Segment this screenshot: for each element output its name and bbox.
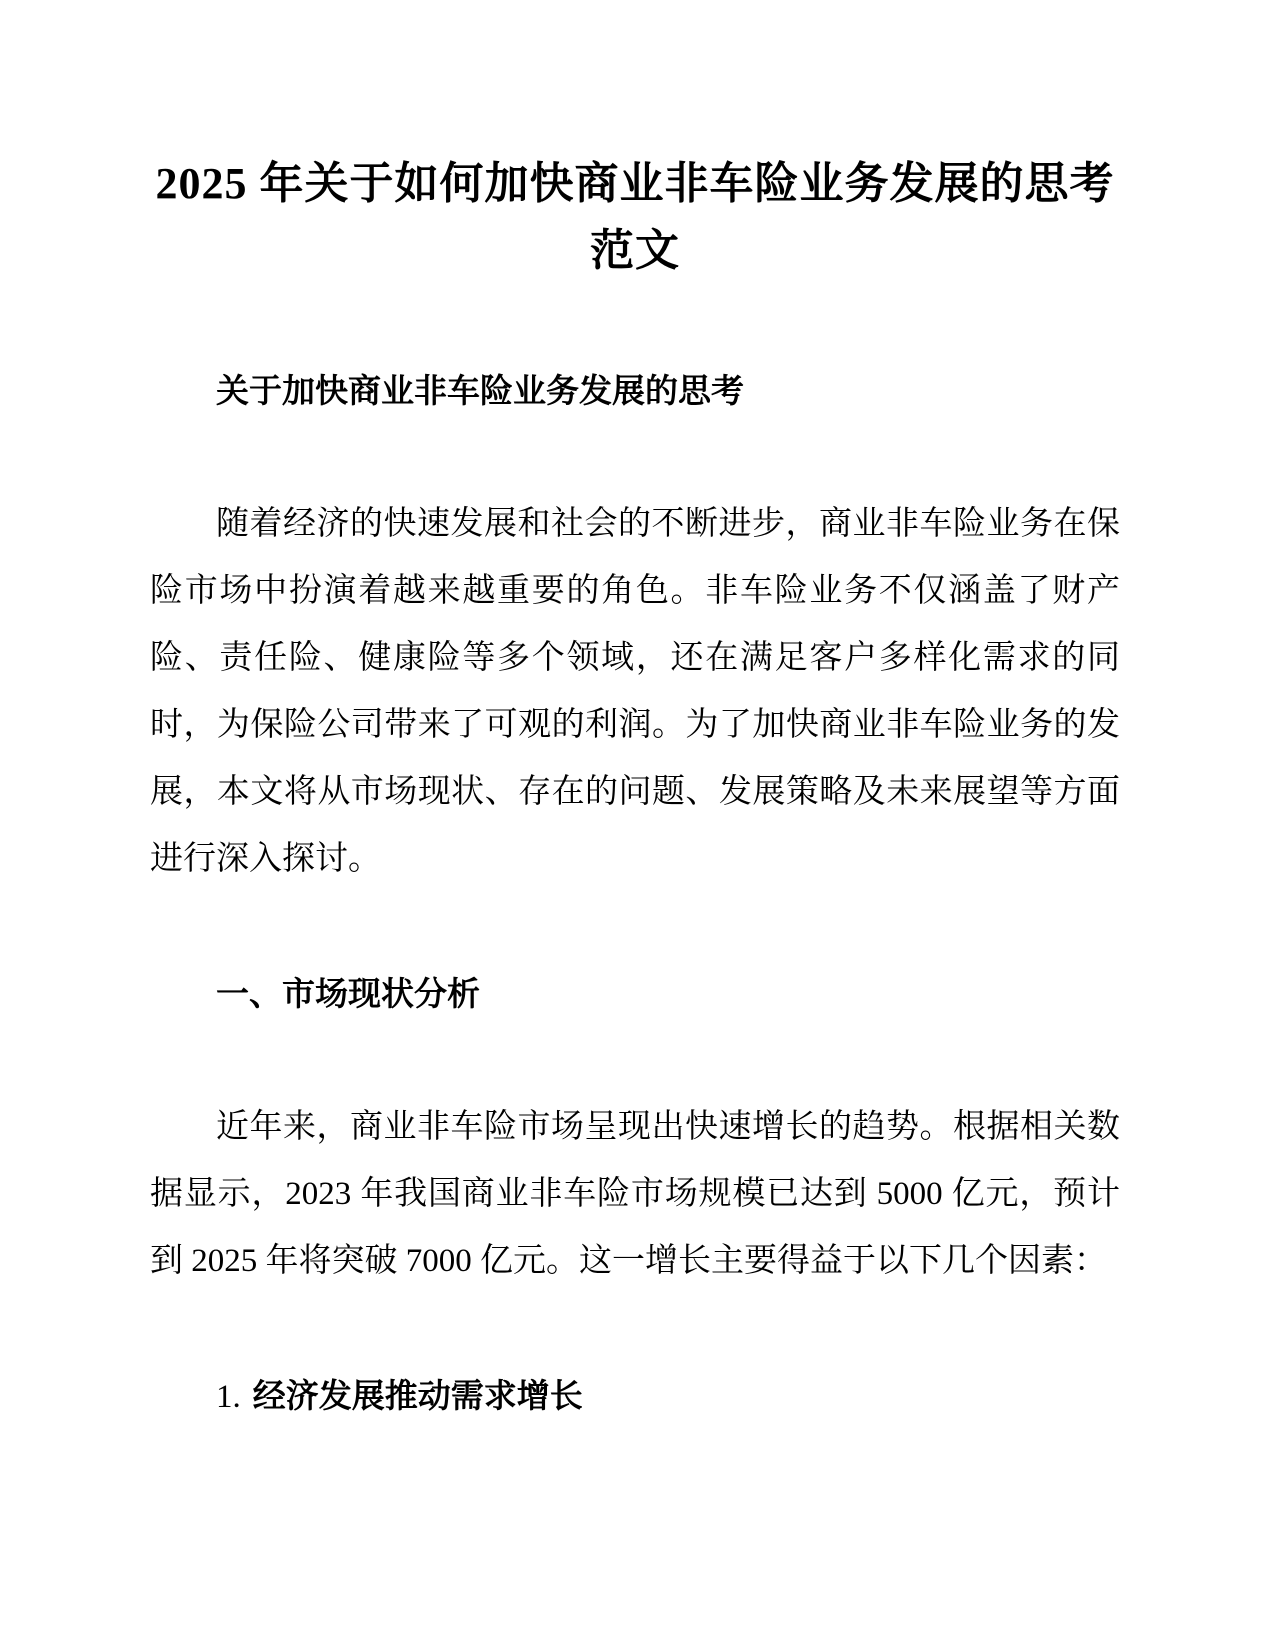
document-title: 2025 年关于如何加快商业非车险业务发展的思考范文 [155,159,1115,275]
document-subtitle: 关于加快商业非车险业务发展的思考 [216,372,744,409]
intro-paragraph: 随着经济的快速发展和社会的不断进步，商业非车险业务在保险市场中扮演着越来越重要的角色。非车险业务不仅涵盖了财产险、责任险、健康险等多个领域，还在满足客户多样化需求的同时，为保险公司带来了可观的利润。为了加快商业非车险业务的发展，本文将从市场现状、存在的问题、发展策略及未来展望等方面进行深入探讨。 [150,506,1120,877]
subsection-1-1-number: 1. [216,1379,241,1415]
subsection-1-1-heading [150,1362,1120,1431]
section-1-heading: 一、市场现状分析 [216,975,480,1012]
subsection-1-1-title: 经济发展推动需求增长 [252,1377,583,1414]
section-1-paragraph: 近年来，商业非车险市场呈现出快速增长的趋势。根据相关数据显示，2023 年我国商业非车险市场规模已达到 5000 亿元，预计到 2025 年将突破 7000 亿元。这一增长主要得益于以下几个因素： [150,1109,1120,1279]
